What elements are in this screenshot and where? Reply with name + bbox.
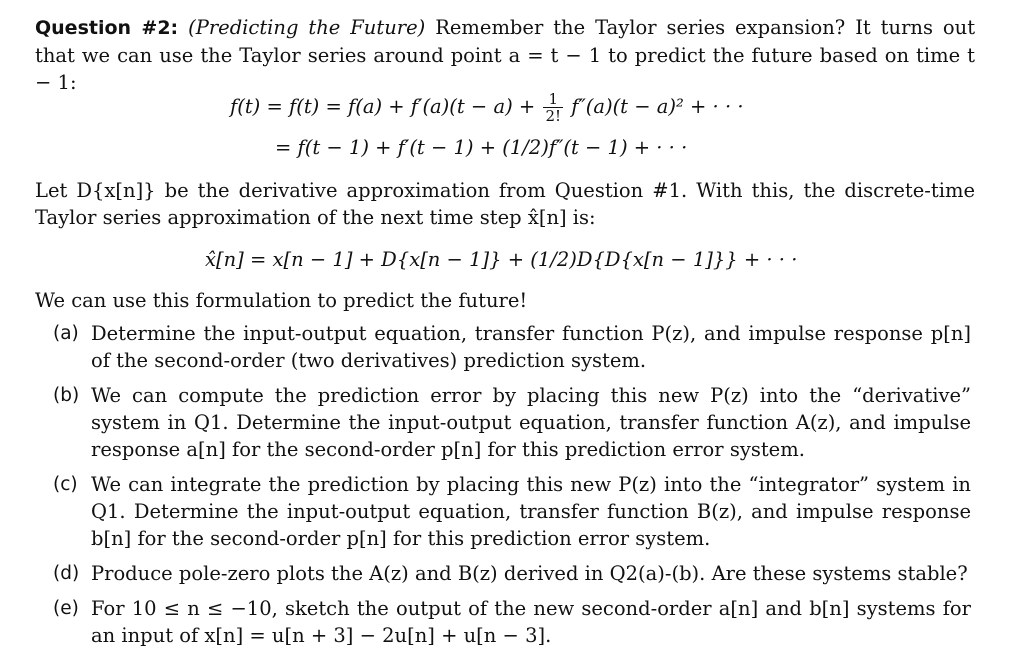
question-label: Question #2: (35, 17, 179, 39)
fraction-denominator: 2! (545, 107, 562, 125)
part-a-label: (a) (53, 323, 79, 344)
taylor-equation-line1-right: f″(a)(t − a)² + · · · (571, 95, 744, 118)
fraction-one-over-two-factorial (543, 91, 563, 124)
taylor-equation-line2-text: = f(t − 1) + f′(t − 1) + (1/2)f″(t − 1) + · · · (275, 136, 688, 159)
part-b-text: We can compute the prediction error by placing this new P(z) into the “derivative” system in Q1. Determine the input-output equation, transfer function A(z), and impulse response a[n] for the second-order p[n] for this prediction error system. (91, 384, 971, 461)
part-c-text: We can integrate the prediction by placing this new P(z) into the “integrator” system in Q1. Determine the input-output equation, transfer function B(z), and impulse response b[n] for the second-order p[n] for this prediction error system. (91, 473, 971, 550)
part-b-label: (b) (53, 385, 80, 406)
part-d-text: Produce pole-zero plots the A(z) and B(z) derived in Q2(a)-(b). Are these systems stable? (91, 562, 968, 585)
part-a-text: Determine the input-output equation, transfer function P(z), and impulse response p[n] of the second-order (two derivatives) prediction system. (91, 322, 971, 372)
question-intro-text: Remember the Taylor series expansion? It turns out that we can use the Taylor series around point a = t − 1 to predict the future based on time t − 1: (35, 16, 976, 94)
taylor-equation-line1 (230, 91, 744, 124)
taylor-equation-line2 (275, 134, 687, 161)
fraction-numerator: 1 (543, 91, 563, 108)
question-intro (35, 14, 975, 96)
part-c-label: (c) (53, 474, 78, 495)
part-e-label: (e) (53, 598, 79, 619)
discrete-taylor-equation (205, 246, 797, 273)
taylor-equation-line1-left: f(t) = f(t) = f(a) + f′(a)(t − a) + (230, 95, 536, 118)
part-d-label: (d) (53, 563, 80, 584)
part-e-text: For 10 ≤ n ≤ −10, sketch the output of the new second-order a[n] and b[n] systems for an input of x[n] = u[n + 3] − 2u[n] + u[n − 3]. (91, 597, 971, 647)
question-title: (Predicting the Future) (188, 16, 426, 39)
predict-future-paragraph: We can use this formulation to predict the future! (35, 289, 528, 312)
discrete-taylor-equation-text: x̂[n] = x[n − 1] + D{x[n − 1]} + (1/2)D{D{x[n − 1]}} + · · · (205, 248, 798, 271)
derivative-paragraph: Let D{x[n]} be the derivative approximation from Question #1. With this, the discrete-time Taylor series approximation of the next time step x̂[n] is: (35, 179, 975, 229)
